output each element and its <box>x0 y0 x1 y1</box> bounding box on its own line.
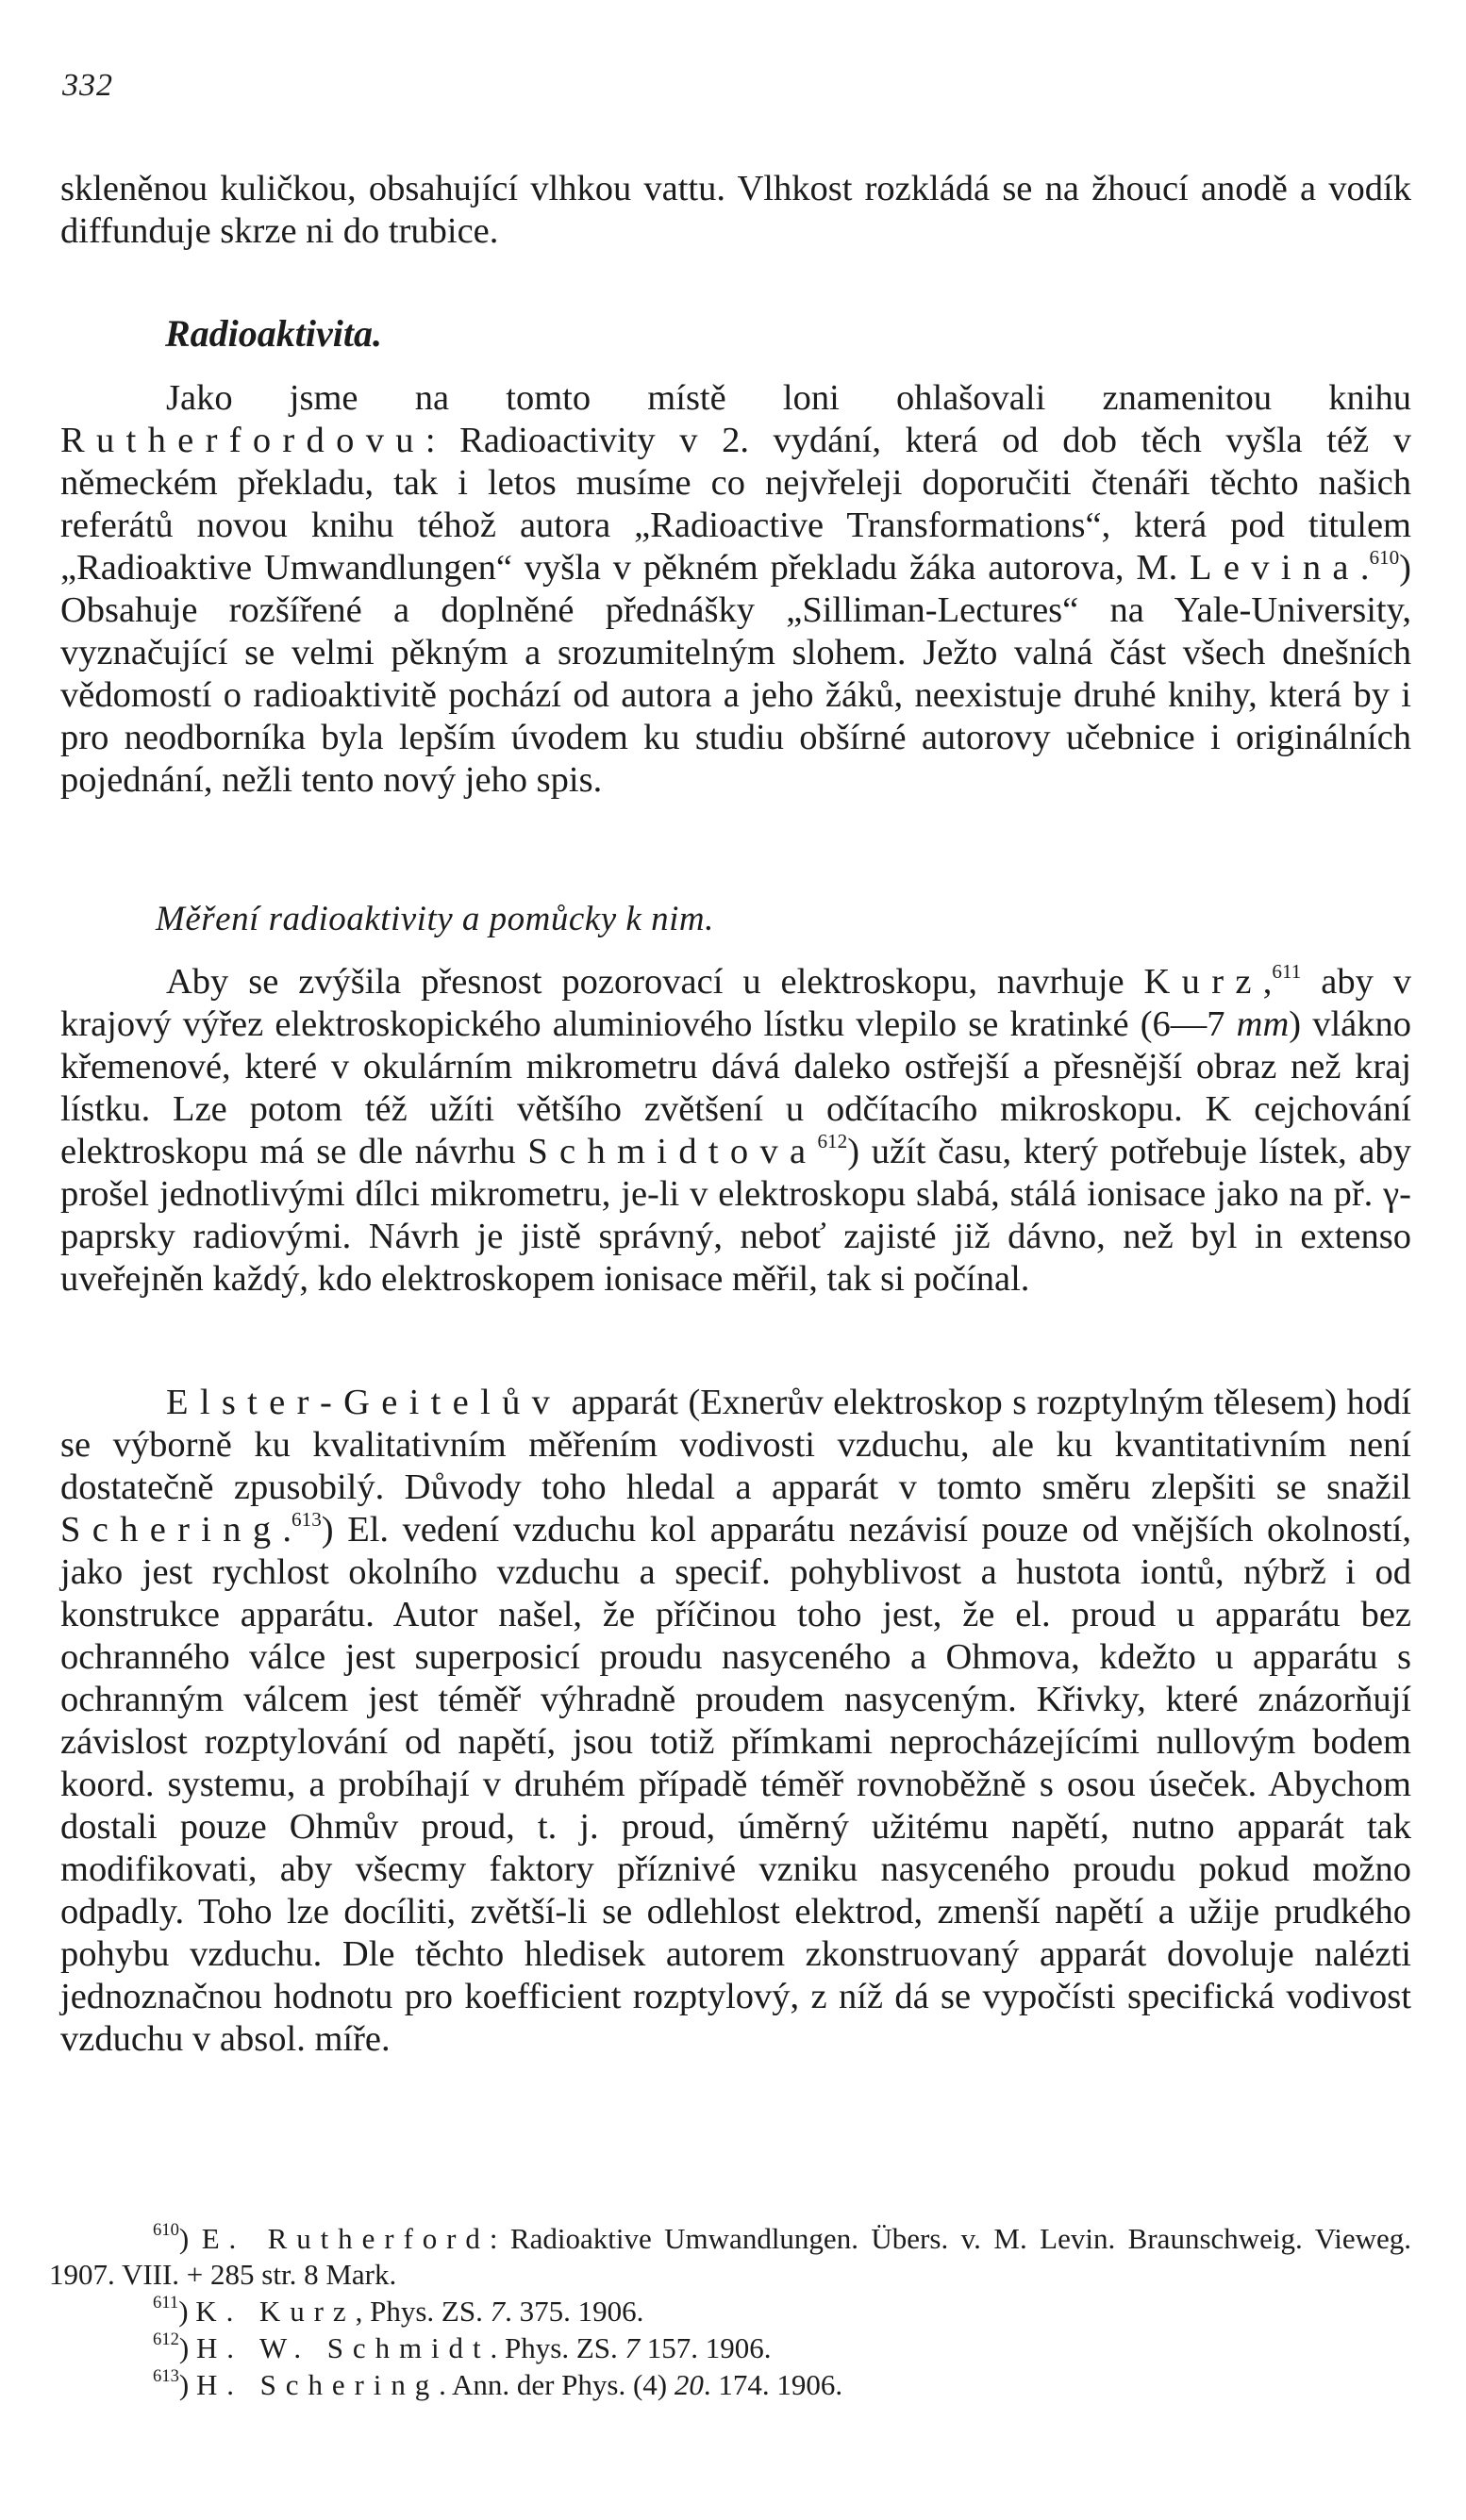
text-run: : Radioactivity v 2. vydání, která od dob těch vyšla též v německém překladu, tak i letos musíme co nejvřeleji doporučiti čtenáři těchto našich referátů novou knihu téhož autora „Radioactive Transformations“, která pod titulem „Radioaktive Umwandlungen“ vyšla v pěkném překladu žáka autorova, M. <box>60 421 1411 588</box>
kurz-paragraph <box>60 961 1411 1301</box>
elster-text: Elster-Geitelův apparát (Exnerův elektroskop s rozptylným tělesem) hodí se výborně ku kvalitativním měřením vodivosti vzduchu, ale ku kvantitativním není dostatečně zpusobilý. Důvody toho hledal a apparát v tomto směru zlepšiti se snažil Schering.$^{613}$) El. vedení vzduchu kol apparátu nezávisí pouze od vnějších okolností, jako jest rychlost okolního vzduchu a specif. pohyblivost a hustota iontů, nýbrž i od konstrukce apparátu. Autor našel, že příčinou toho jest, že el. proud u apparátu bez ochranného válce jest superposicí proudu nasyceného a Ohmova, kdežto u apparátu s ochranným válcem jest téměř výhradně proudem nasyceným. Křivky, které znázorňují závislost rozptylování od napětí, jsou totiž přímkami neprocházejícími nullovým bodem koord. systemu, a probíhají v druhém případě téměř rovnoběžně s osou úseček. Abychom dostali pouze Ohmův proud, t. j. proud, úměrný užitému napětí, nutno apparát tak modifikovati, aby všecmy faktory příznivé vzniku nasyceného proudu pokud možno odpadly. Toho lze docíliti, zvětší-li se odlehlost elektrod, zmenší napětí a užije prudkého pohybu vzduchu. Dle těchto hledisek autorem zkonstruovaný apparát dovoluje nalézti jednoznačnou hodnotu pro koefficient rozptylový, z níž dá se vypočísti specifická vodivost vzduchu v absol. míře. <box>60 1383 1411 2059</box>
footnote-ref-611[interactable]: 611 <box>1272 960 1302 984</box>
author-name-schmidt: Schmidtova <box>527 1132 818 1171</box>
text-run: aby v krajový výřez elektroskopického aluminiového lístku vlepilo se kratinké (6—7 <box>60 962 1411 1044</box>
unit-mm: mm <box>1236 1004 1290 1044</box>
footnote-610 <box>49 2221 1411 2293</box>
author-name-schering: Schering <box>60 1510 283 1550</box>
text-run: apparát (Exnerův elektroskop s rozptylným tělesem) hodí se výborně ku kvalitativním měřením vodivosti vzduchu, ale ku kvantitativním není dostatečně zpusobilý. Důvody toho hledal a apparát v tomto směru zlepšiti se snažil <box>60 1383 1411 1507</box>
text-run: ) El. vedení vzduchu kol apparátu nezávisí pouze od vnějších okolností, jako jest rychlost okolního vzduchu a specif. pohyblivost a hustota iontů, nýbrž i od konstrukce apparátu. Autor našel, že příčinou toho jest, že el. proud u apparátu bez ochranného válce jest superposicí proudu nasyceného a Ohmova, kdežto u apparátu s ochranným válcem jest téměř výhradně proudem nasyceným. Křivky, které znázorňují závislost rozptylování od napětí, jsou totiž přímkami neprocházejícími nullovým bodem koord. systemu, a probíhají v druhém případě téměř rovnoběžně s osou úseček. Abychom dostali pouze Ohmův proud, t. j. proud, úměrný užitému napětí, nutno apparát tak modifikovati, aby všecmy faktory příznivé vzniku nasyceného proudu pokud možno odpadly. Toho lze docíliti, zvětší-li se odlehlost elektrod, zmenší napětí a užije prudkého pohybu vzduchu. Dle těchto hledisek autorem zkonstruovaný apparát dovoluje nalézti jednoznačnou hodnotu pro koefficient rozptylový, z níž dá se vypočísti specifická vodivost vzduchu v absol. míře. <box>60 1510 1411 2059</box>
text-run: ) užít času, který potřebuje lístek, aby prošel jednotlivými dílci mikrometru, je-li v elektroskopu slabá, stálá ionisace jako na př. γ-paprsky radiovými. Návrh je jistě správný, neboť zajisté již dávno, než byl in extenso uveřejněn každý, kdo elektroskopem ionisace měřil, tak si počínal. <box>60 1132 1411 1299</box>
footnote-marker: 610 <box>153 2220 179 2241</box>
page-number: 332 <box>62 68 113 103</box>
footnote-text: 157. 1906. <box>640 2331 772 2364</box>
footnote-marker-suffix: ) <box>178 2295 196 2328</box>
section-heading-measurement: Měření radioaktivity a pomůcky k nim. <box>156 900 714 938</box>
kurz-text: Aby se zvýšila přesnost pozorovací u elektroskopu, navrhuje Kurz,$^{611}$ aby v krajový výřez elektroskopického aluminiového lístku vlepilo se kratinké (6—7 mm) vlákno křemenové, které v okulárním mikrometru dává daleko ostřejší a přesnější obraz než kraj lístku. Lze potom též užíti většího zvětšení u odčítacího mikroskopu. K cejchování elektroskopu má se dle návrhu Schmidtova$^{612}$) užít času, který potřebuje lístek, aby prošel jednotlivými dílci mikrometru, je-li v elektroskopu slabá, stálá ionisace jako na př. γ-paprsky radiovými. Návrh je jistě správný, neboť zajisté již dávno, než byl in extenso uveřejněn každý, kdo elektroskopem ionisace měřil, tak si počínal. <box>60 960 1412 1299</box>
footnote-marker: 613 <box>153 2366 179 2387</box>
radioactivity-paragraph <box>60 377 1411 802</box>
footnote-612 <box>49 2330 1411 2366</box>
footnote-author: K. Kurz <box>195 2295 356 2328</box>
intro-paragraph <box>60 168 1411 253</box>
footnotes <box>49 2221 1411 2404</box>
footnote-marker: 611 <box>153 2293 179 2313</box>
footnote-611 <box>49 2294 1411 2329</box>
intro-text: skleněnou kuličkou, obsahující vlhkou vattu. Vlhkost rozkládá se na žhoucí anodě a vodík diffunduje skrze ni do trubice. <box>60 169 1411 251</box>
author-name-elster-geitel: Elster-Geitelův <box>166 1383 562 1422</box>
footnote-text: , Phys. ZS. <box>355 2295 491 2328</box>
text-run: Aby se zvýšila přesnost pozorovací u elektroskopu, navrhuje <box>166 962 1144 1002</box>
footnote-613 <box>49 2367 1411 2403</box>
radioactivity-text: Jako jsme na tomto místě loni ohlašovali znamenitou knihu Rutherfordovu: Radioactivity v 2. vydání, která od dob těch vyšla též v německém překladu, tak i letos musíme co nejvřeleji doporučiti čtenáři těchto našich referátů novou knihu téhož autora „Radioactive Transformations“, která pod titulem „Radioaktive Umwandlungen“ vyšla v pěkném překladu žáka autorova, M. Levina.$^{610}$) Obsahuje rozšířené a doplněné přednášky „Silliman-Lectures“ na Yale-University, vyznačující se velmi pěkným a srozumitelným slohem. Ježto valná část všech dnešních vědomostí o radioaktivitě pochází od autora a jeho žáků, neexistuje druhé knihy, která by i pro neodborníka byla lepším úvodem ku studiu obšírné autorovy učebnice i originálních pojednání, nežli tento nový jeho spis. <box>60 378 1411 800</box>
footnote-ref-610[interactable]: 610 <box>1369 546 1400 570</box>
author-name-levin: Levina <box>1190 548 1360 588</box>
author-name-rutherford: Rutherfordovu <box>60 421 425 460</box>
text-run: ) Obsahuje rozšířené a doplněné přednášky „Silliman-Lectures“ na Yale-University, vyznačující se velmi pěkným a srozumitelným slohem. Ježto valná část všech dnešních vědomostí o radioaktivitě pochází od autora a jeho žáků, neexistuje druhé knihy, která by i pro neodborníka byla lepším úvodem ku studiu obšírné autorovy učebnice i originálních pojednání, nežli tento nový jeho spis. <box>60 548 1411 800</box>
text-run: Jako jsme na tomto místě loni ohlašovali znamenitou knihu <box>166 378 1411 418</box>
author-name-kurz: Kurz <box>1143 962 1263 1002</box>
footnote-marker-suffix: ) <box>178 2368 196 2401</box>
footnote-volume: 20 <box>674 2368 704 2401</box>
footnote-author: E. Rutherford <box>201 2222 490 2255</box>
footnote-author: H. Schering <box>195 2368 440 2401</box>
elster-paragraph <box>60 1382 1411 2061</box>
footnote-volume: 7 <box>490 2295 506 2328</box>
footnote-marker: 612 <box>153 2329 179 2350</box>
section-heading-radioactivity: Radioaktivita. <box>165 312 382 355</box>
footnote-text: . Phys. ZS. <box>490 2331 625 2364</box>
text-run: ) vlákno křemenové, které v okulárním mikrometru dává daleko ostřejší a přesnější obraz než kraj lístku. Lze potom též užíti většího zvětšení u odčítacího mikroskopu. K cejchování elektroskopu má se dle návrhu <box>60 1004 1412 1171</box>
footnote-marker-suffix: ) <box>178 2222 202 2255</box>
footnote-ref-612[interactable]: 612 <box>817 1130 848 1153</box>
footnote-text: . Ann. der Phys. (4) <box>439 2368 675 2401</box>
footnote-ref-613[interactable]: 613 <box>292 1508 322 1532</box>
footnote-marker-suffix: ) <box>178 2331 196 2364</box>
footnote-text: . 375. 1906. <box>505 2295 644 2328</box>
footnote-text: . 174. 1906. <box>703 2368 843 2401</box>
footnote-text: : Radioaktive Umwandlungen. Übers. v. M. Levin. Braunschweig. Vieweg. 1907. VIII. + 285 str. 8 Mark. <box>49 2222 1411 2291</box>
footnote-author: H. W. Schmidt <box>195 2331 491 2364</box>
footnote-volume: 7 <box>625 2331 640 2364</box>
